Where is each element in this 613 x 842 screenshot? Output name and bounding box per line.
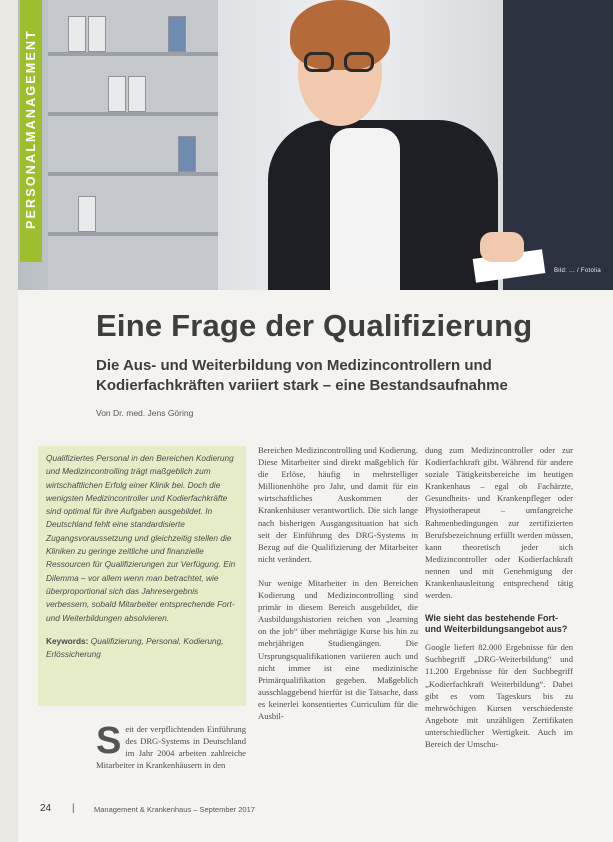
shelf-board: [48, 172, 218, 176]
column-3-paragraph: Google liefert 82.000 Ergebnisse für den Suchbegriff „DRG-Weiterbildung“ und 11.200 Ergebnisse für den Suchbegriff „Kodierfachkraft Weiterbildung“. Dabei gibt es vom Tageskurs bis zu mehrwöchigen Kursen verschiedenste Angebote mit unzähligen Zertifikaten unterschiedlicher Wertigkeit. Auch im Bereich der Umschu-: [425, 642, 573, 749]
binder: [168, 16, 186, 52]
column-2-paragraph: Nur wenige Mitarbeiter in den Bereichen Kodierung und Medizincontrolling sind primär in diesem Bereich ausgebildet, die Ausbildungshistorien reichen von „learning on the job“ über mehrtägige Kurse bis hin zu mehrjährigen Studiengängen. Die Ursprungsqualifikationen variieren auch und nicht immer ist eine medizinische Primärqualifikation gegeben. Maßgeblich ausschlaggebend hierfür ist die Tatsache, dass es keinerlei konsentiertes Curriculum für die Ausbil-: [258, 577, 418, 721]
binder: [178, 136, 196, 172]
abstract-box: [38, 446, 246, 706]
section-heading: Wie sieht das bestehende Fort- und Weiterbildungsangebot aus?: [425, 613, 568, 635]
footer-separator: |: [72, 803, 75, 814]
section-label: PERSONALMANAGEMENT: [24, 28, 38, 230]
shelf-board: [48, 112, 218, 116]
text-column-2: [258, 444, 418, 722]
binder: [78, 196, 96, 232]
article-subtitle: Die Aus- und Weiterbildung von Medizincontrollern und Kodierfachkräften variiert stark – eine Bestandsaufnahme: [96, 357, 508, 394]
keywords-line: [46, 635, 240, 662]
abstract-text: Qualifiziertes Personal in den Bereichen Kodierung und Medizincontrolling trägt maßgeblich zum wirtschaftlichen Erfolg einer Klinik bei. Doch die wenigsten Medizincontroller und Kodierfachkräfte sind optimal für ihre Aufgaben ausgebildet. In Deutschland fehlt eine standardisierte Zugangsvoraussetzung und gleichzeitig stellen die Kliniken zu geringe zeitliche und finanzielle Ressourcen für Qualifizierungen zur Verfügung. Ein Dilemma – vor allem wenn man betrachtet, wie überproportional sich das Jahresergebnis verbessern, sobald Mitarbeiter entsprechende Fort- und Weiterbildungen absolvieren.: [46, 453, 236, 623]
binder: [128, 76, 146, 112]
photo-credit: Bild: ... / Fotolia: [553, 268, 601, 274]
drop-cap: S: [96, 720, 122, 762]
hand: [480, 232, 524, 262]
binder: [68, 16, 86, 52]
glasses-icon: [304, 52, 376, 74]
column-2-paragraph: Bereichen Medizincontrolling und Kodierung. Diese Mitarbeiter sind direkt maßgeblich für die Erlöse, häufig in mehrstelliger Millionenhöhe pro Jahr, und damit für ein wirtschaftliches Auskommen der Krankenhäuser verantwortlich. Die sich lange nach bisherigen Ausgangssituation hat sich seit der Einführung des DRG-Systems in Bezug auf die Qualifizierung der Mitarbeiter nicht verändert.: [258, 445, 418, 564]
text-column-3: [425, 444, 573, 750]
article-title: Eine Frage der Qualifizierung: [96, 308, 533, 343]
abstract-content: [46, 452, 240, 661]
column-3-paragraph: dung zum Medizincontroller oder zur Kodierfachkraft gibt. Während für andere soziale Tätigkeitsbereiche im heutigen Krankenhaus – egal ob Fachärzte, Gesundheits- und Krankenpfleger oder Physiotherapeut – umfangreiche Rahmenbedingungen zur zertifizierten Berufsbezeichnung erfüllt werden müssen, kann theoretisch jeder sich Medizincontroller oder Kodierfachkraft nennen und mit Genehmigung der Krankenhausleitung entsprechend tätig werden.: [425, 445, 573, 601]
journal-name: Management & Krankenhaus – September 2017: [94, 805, 255, 814]
hero-photo: [18, 0, 613, 290]
column-1-text: eit der verpflichtenden Einführung des DRG-Systems in Deutschland im Jahr 2004 arbeiten zahlreiche Mitarbeiter in Krankenhäusern in den: [96, 724, 246, 771]
scan-margin: [0, 0, 18, 842]
shelf-board: [48, 52, 218, 56]
keywords-list: Qualifizierung, Personal, Kodierung, Erlössicherung: [46, 635, 224, 660]
binder: [88, 16, 106, 52]
author-line: Von Dr. med. Jens Göring: [96, 408, 194, 418]
bookshelf: [48, 0, 218, 290]
shirt: [330, 128, 400, 290]
page-number: 24: [40, 803, 52, 814]
binder: [108, 76, 126, 112]
keywords-label: Keywords:: [46, 635, 89, 646]
shelf-board: [48, 232, 218, 236]
woman-portrait: [268, 0, 508, 290]
text-column-1: [96, 720, 246, 771]
